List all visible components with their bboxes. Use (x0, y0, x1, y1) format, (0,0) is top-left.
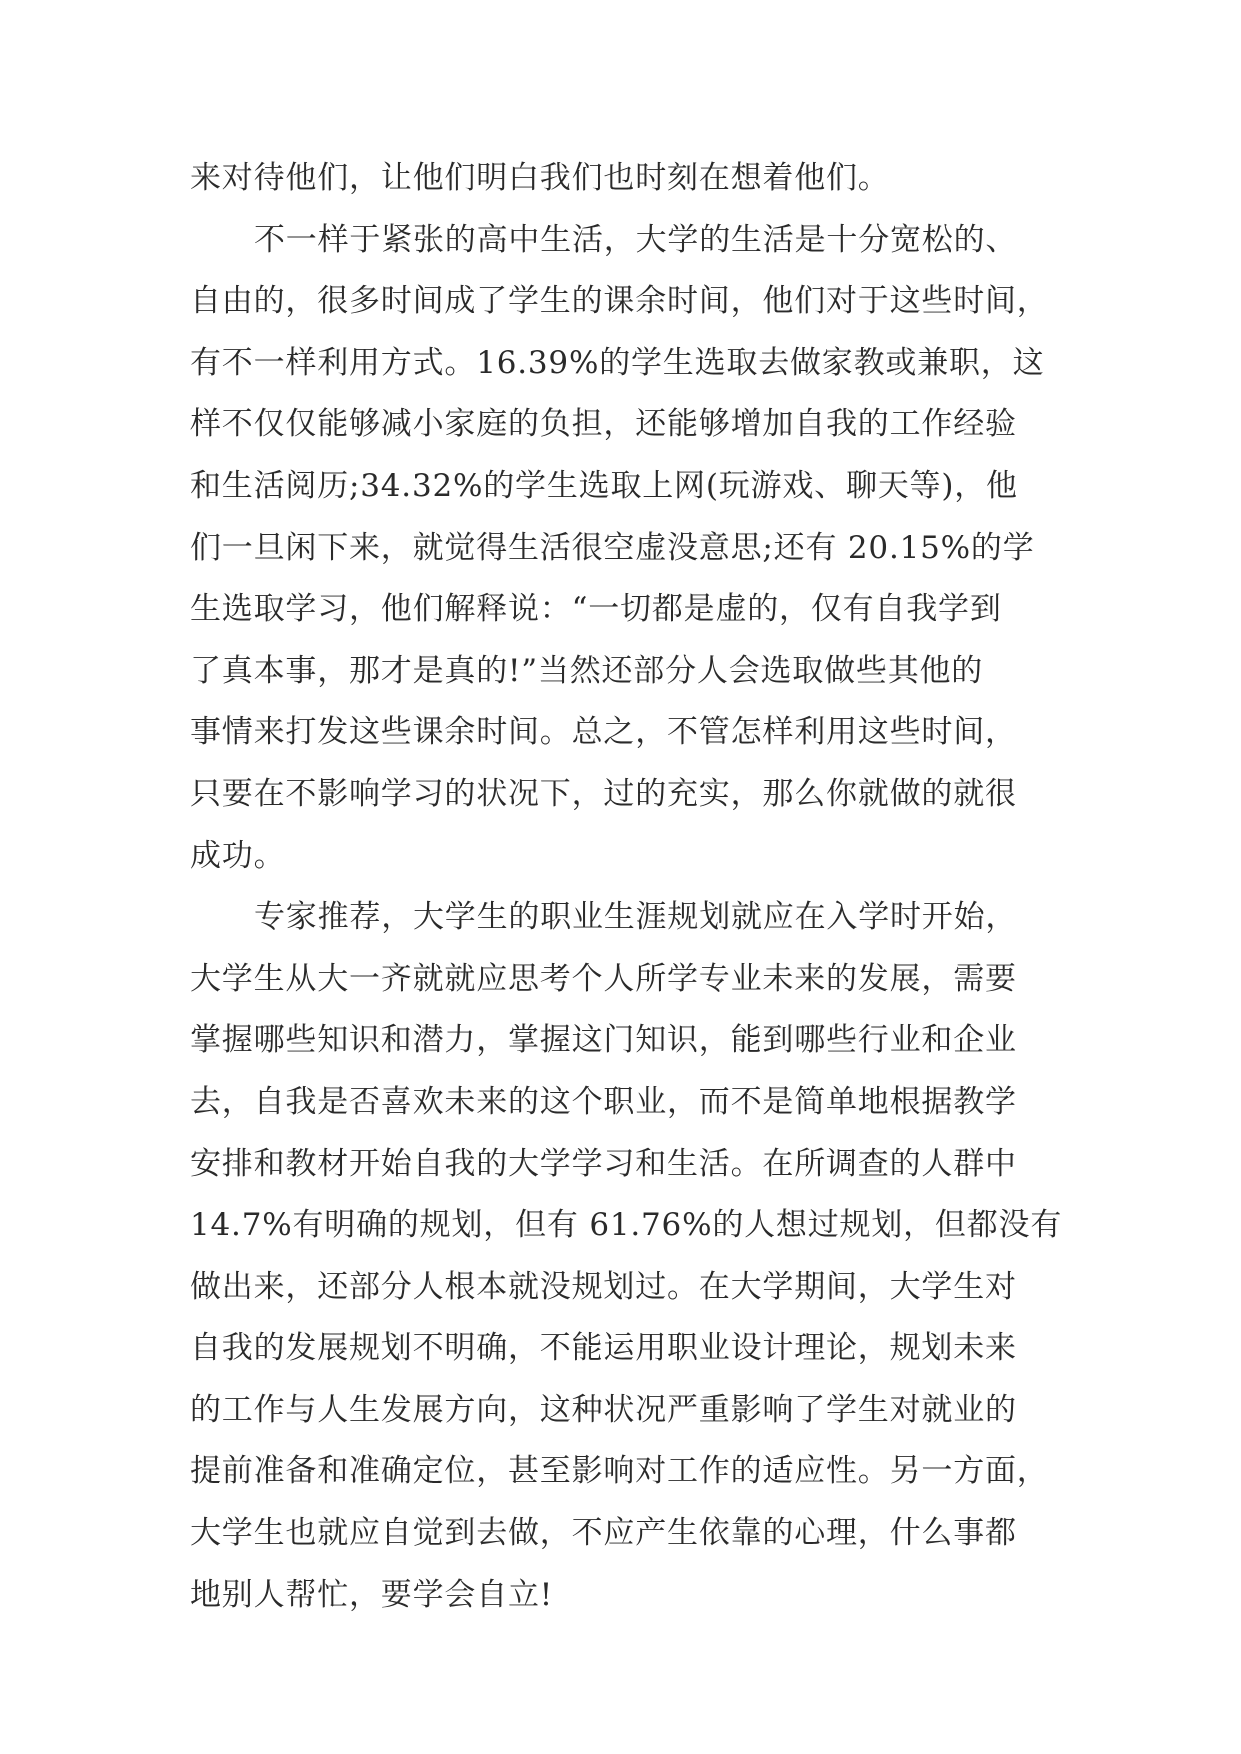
text-line: 事情来打发这些课余时间。总之，不管怎样利用这些时间， (190, 714, 1017, 751)
text-line: 掌握哪些知识和潜力，掌握这门知识，能到哪些行业和企业 (190, 1022, 1017, 1059)
text-line: 和生活阅历;34.32%的学生选取上网(玩游戏、聊天等)，他 (190, 467, 1018, 504)
text-line: 了真本事，那才是真的!”当然还部分人会选取做些其他的 (190, 652, 984, 689)
text-line: 做出来，还部分人根本就没规划过。在大学期间，大学生对 (190, 1268, 1017, 1305)
paragraph (190, 148, 1070, 210)
text-line: 有不一样利用方式。16.39%的学生选取去做家教或兼职，这 (190, 344, 1045, 381)
text-line: 不一样于紧张的高中生活，大学的生活是十分宽松的、 (254, 221, 1018, 258)
text-line: 们一旦闲下来，就觉得生活很空虚没意思;还有 20.15%的学 (190, 529, 1035, 566)
paragraph (190, 210, 1070, 888)
text-line: 样不仅仅能够减小家庭的负担，还能够增加自我的工作经验 (190, 406, 1017, 443)
text-line: 提前准备和准确定位，甚至影响对工作的适应性。另一方面， (190, 1453, 1049, 1490)
paragraph (190, 887, 1070, 1626)
text-line: 14.7%有明确的规划，但有 61.76%的人想过规划，但都没有 (190, 1207, 1063, 1244)
text-line: 成功。 (190, 837, 286, 874)
text-line: 只要在不影响学习的状况下，过的充实，那么你就做的就很 (190, 775, 1017, 812)
text-line: 生选取学习，他们解释说：“一切都是虚的，仅有自我学到 (190, 591, 1002, 628)
body-text (190, 148, 1070, 1626)
text-line: 安排和教材开始自我的大学学习和生活。在所调查的人群中 (190, 1145, 1017, 1182)
text-line: 自我的发展规划不明确，不能运用职业设计理论，规划未来 (190, 1330, 1017, 1367)
text-line: 来对待他们，让他们明白我们也时刻在想着他们。 (190, 160, 890, 196)
text-line: 自由的，很多时间成了学生的课余时间，他们对于这些时间， (190, 283, 1049, 320)
text-line: 专家推荐，大学生的职业生涯规划就应在入学时开始， (254, 899, 1018, 936)
text-line: 大学生从大一齐就就应思考个人所学专业未来的发展，需要 (190, 960, 1017, 997)
text-line: 去，自我是否喜欢未来的这个职业，而不是简单地根据教学 (190, 1083, 1017, 1120)
text-line: 大学生也就应自觉到去做，不应产生依靠的心理，什么事都 (190, 1515, 1017, 1552)
text-line: 地别人帮忙，要学会自立! (190, 1576, 554, 1613)
text-line: 的工作与人生发展方向，这种状况严重影响了学生对就业的 (190, 1391, 1017, 1428)
